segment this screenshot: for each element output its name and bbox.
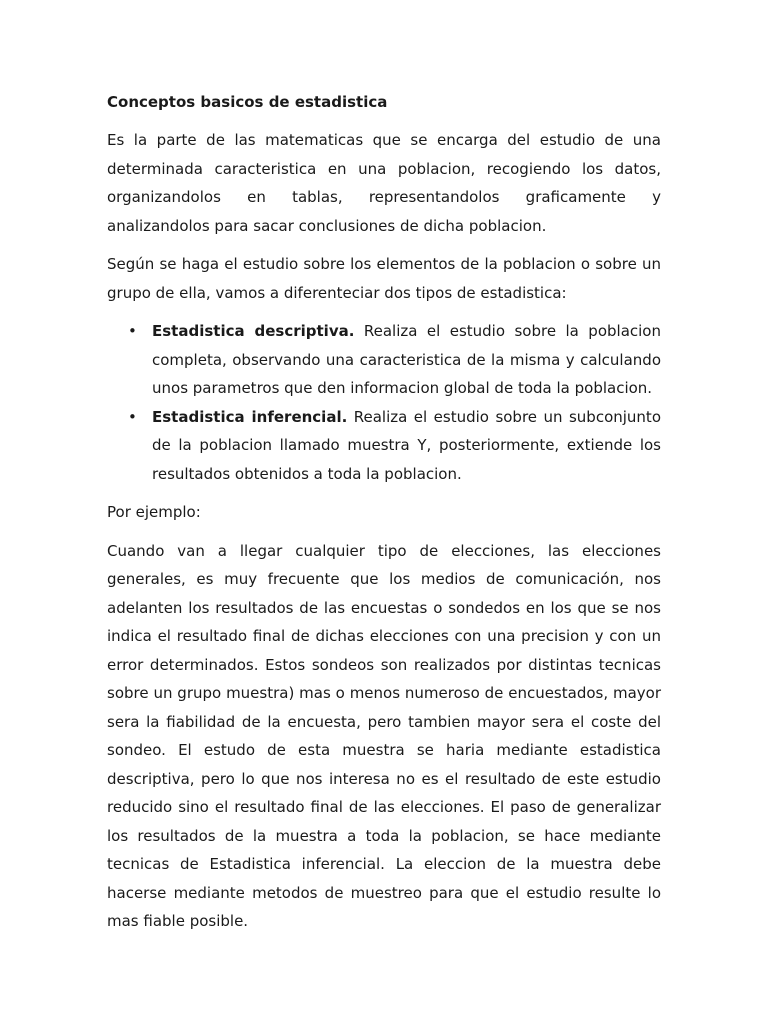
statistics-types-list bbox=[107, 317, 661, 488]
list-item-descriptiva bbox=[152, 317, 661, 403]
definition-descriptiva: Realiza el estudio sobre la poblacion completa, observando una caracteristica de la misma y calculando unos parametros que den informacion global de toda la poblacion. bbox=[152, 322, 661, 397]
example-paragraph: Cuando van a llegar cualquier tipo de elecciones, las elecciones generales, es muy frecuente que los medios de comunicación, nos adelanten los resultados de las encuestas o sondedos en los que se nos indica el resultado final de dichas elecciones con una precision y con un error determinados. Estos sondeos son realizados por distintas tecnicas sobre un grupo muestra) mas o menos numeroso de encuestados, mayor sera la fiabilidad de la encuesta, pero tambien mayor sera el coste del sondeo. El estudo de esta muestra se haria mediante estadistica descriptiva, pero lo que nos interesa no es el resultado de este estudio reducido sino el resultado final de las elecciones. El paso de generalizar los resultados de la muestra a toda la poblacion, se hace mediante tecnicas de Estadistica inferencial. La eleccion de la muestra debe hacerse mediante metodos de muestreo para que el estudio resulte lo mas fiable posible. bbox=[107, 541, 661, 930]
term-inferencial: Estadistica inferencial. bbox=[152, 407, 348, 426]
term-descriptiva: Estadistica descriptiva. bbox=[152, 322, 355, 340]
document-title: Conceptos basicos de estadistica bbox=[107, 93, 388, 111]
list-item-inferencial bbox=[152, 403, 661, 489]
example-label: Por ejemplo: bbox=[107, 503, 201, 521]
document-page bbox=[107, 88, 661, 946]
intro-paragraph: Es la parte de las matematicas que se encarga del estudio de una determinada caracteristica en una poblacion, recogiendo los datos, organizandolos en tablas, representandolos graficamente y analizandolos para sacar conclusiones de dicha poblacion. bbox=[107, 131, 661, 235]
definition-inferencial: Realiza el estudio sobre un subconjunto de la poblacion llamado muestra Y, posteriormente, extiende los resultados obtenidos a toda la poblacion. bbox=[152, 407, 661, 483]
types-intro-paragraph: Según se haga el estudio sobre los elementos de la poblacion o sobre un grupo de ella, vamos a diferenteciar dos tipos de estadistica: bbox=[107, 255, 661, 302]
